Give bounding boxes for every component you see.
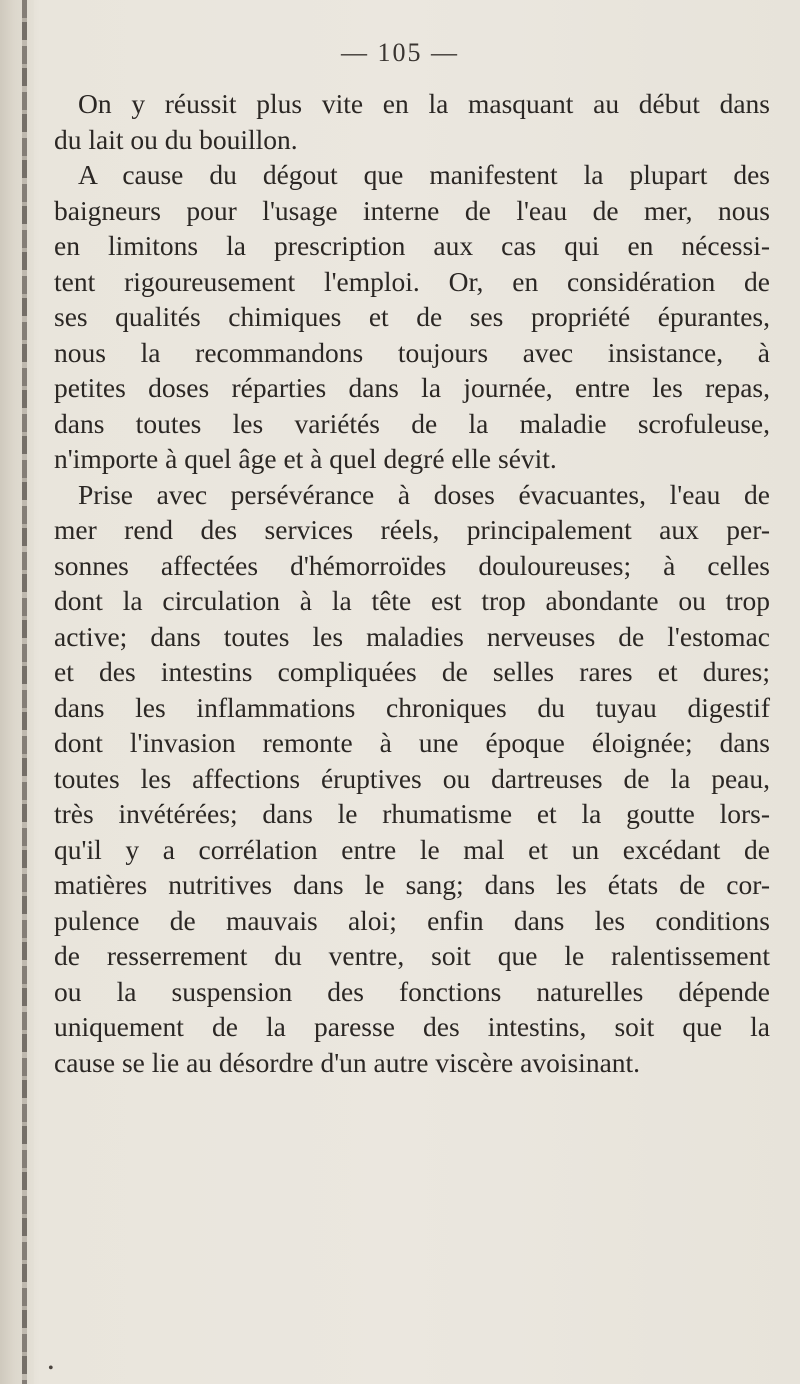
text-line: petites doses réparties dans la journée, entre les repas, [54,372,770,403]
text-line: On y réussit plus vite en la masquant au début dans [78,88,770,119]
text-line: très invétérées; dans le rhumatisme et la goutte lors- [54,798,770,829]
text-line: Prise avec persévérance à doses évacuantes, l'eau de [78,478,770,510]
text-line: dans les inflammations chroniques du tuyau digestif [54,691,770,723]
text-line: matières nutritives dans le sang; dans les états de cor- [54,869,770,900]
text-line: nous la recommandons toujours avec insistance, à [54,336,770,368]
text-line: en limitons la prescription aux cas qui en nécessi- [54,230,770,261]
text-line: du lait ou du bouillon. [54,123,298,155]
page-binding-edge [0,0,34,1384]
text-line: cause se lie au désordre d'un autre viscère avoisinant. [54,1046,641,1078]
text-line: toutes les affections éruptives ou dartreuses de la peau, [54,762,770,794]
text-line: mer rend des services réels, principalement aux per- [54,514,770,545]
text-line: tent rigoureusement l'emploi. Or, en considération de [54,265,770,297]
text-line: dont la circulation à la tête est trop abondante ou trop [54,585,770,616]
text-line: n'importe à quel âge et à quel degré elle sévit. [54,443,557,474]
text-line: de resserrement du ventre, soit que le ralentissement [54,940,770,971]
text-line: active; dans toutes les maladies nerveuses de l'estomac [54,620,770,652]
text-line: A cause du dégout que manifestent la plupart des [78,159,770,190]
text-line: et des intestins compliquées de selles rares et dures; [54,656,770,687]
text-line: qu'il y a corrélation entre le mal et un excédant de [54,833,770,865]
text-line: uniquement de la paresse des intestins, soit que la [54,1011,770,1042]
text-line: ses qualités chimiques et de ses propriété épurantes, [54,301,770,332]
text-line: pulence de mauvais aloi; enfin dans les conditions [54,904,770,936]
text-line: sonnes affectées d'hémorroïdes douloureuses; à celles [54,549,770,581]
text-line: dont l'invasion remonte à une époque éloignée; dans [54,727,770,758]
stray-ink-mark: • [48,1360,54,1377]
page-number: — 105 — [341,38,459,67]
binding-shadow-rule [22,0,27,1384]
text-line: baigneurs pour l'usage interne de l'eau de mer, nous [54,194,770,226]
text-line: ou la suspension des fonctions naturelles dépende [54,975,770,1007]
text-line: dans toutes les variétés de la maladie scrofuleuse, [54,407,770,439]
body-text [54,86,770,1080]
